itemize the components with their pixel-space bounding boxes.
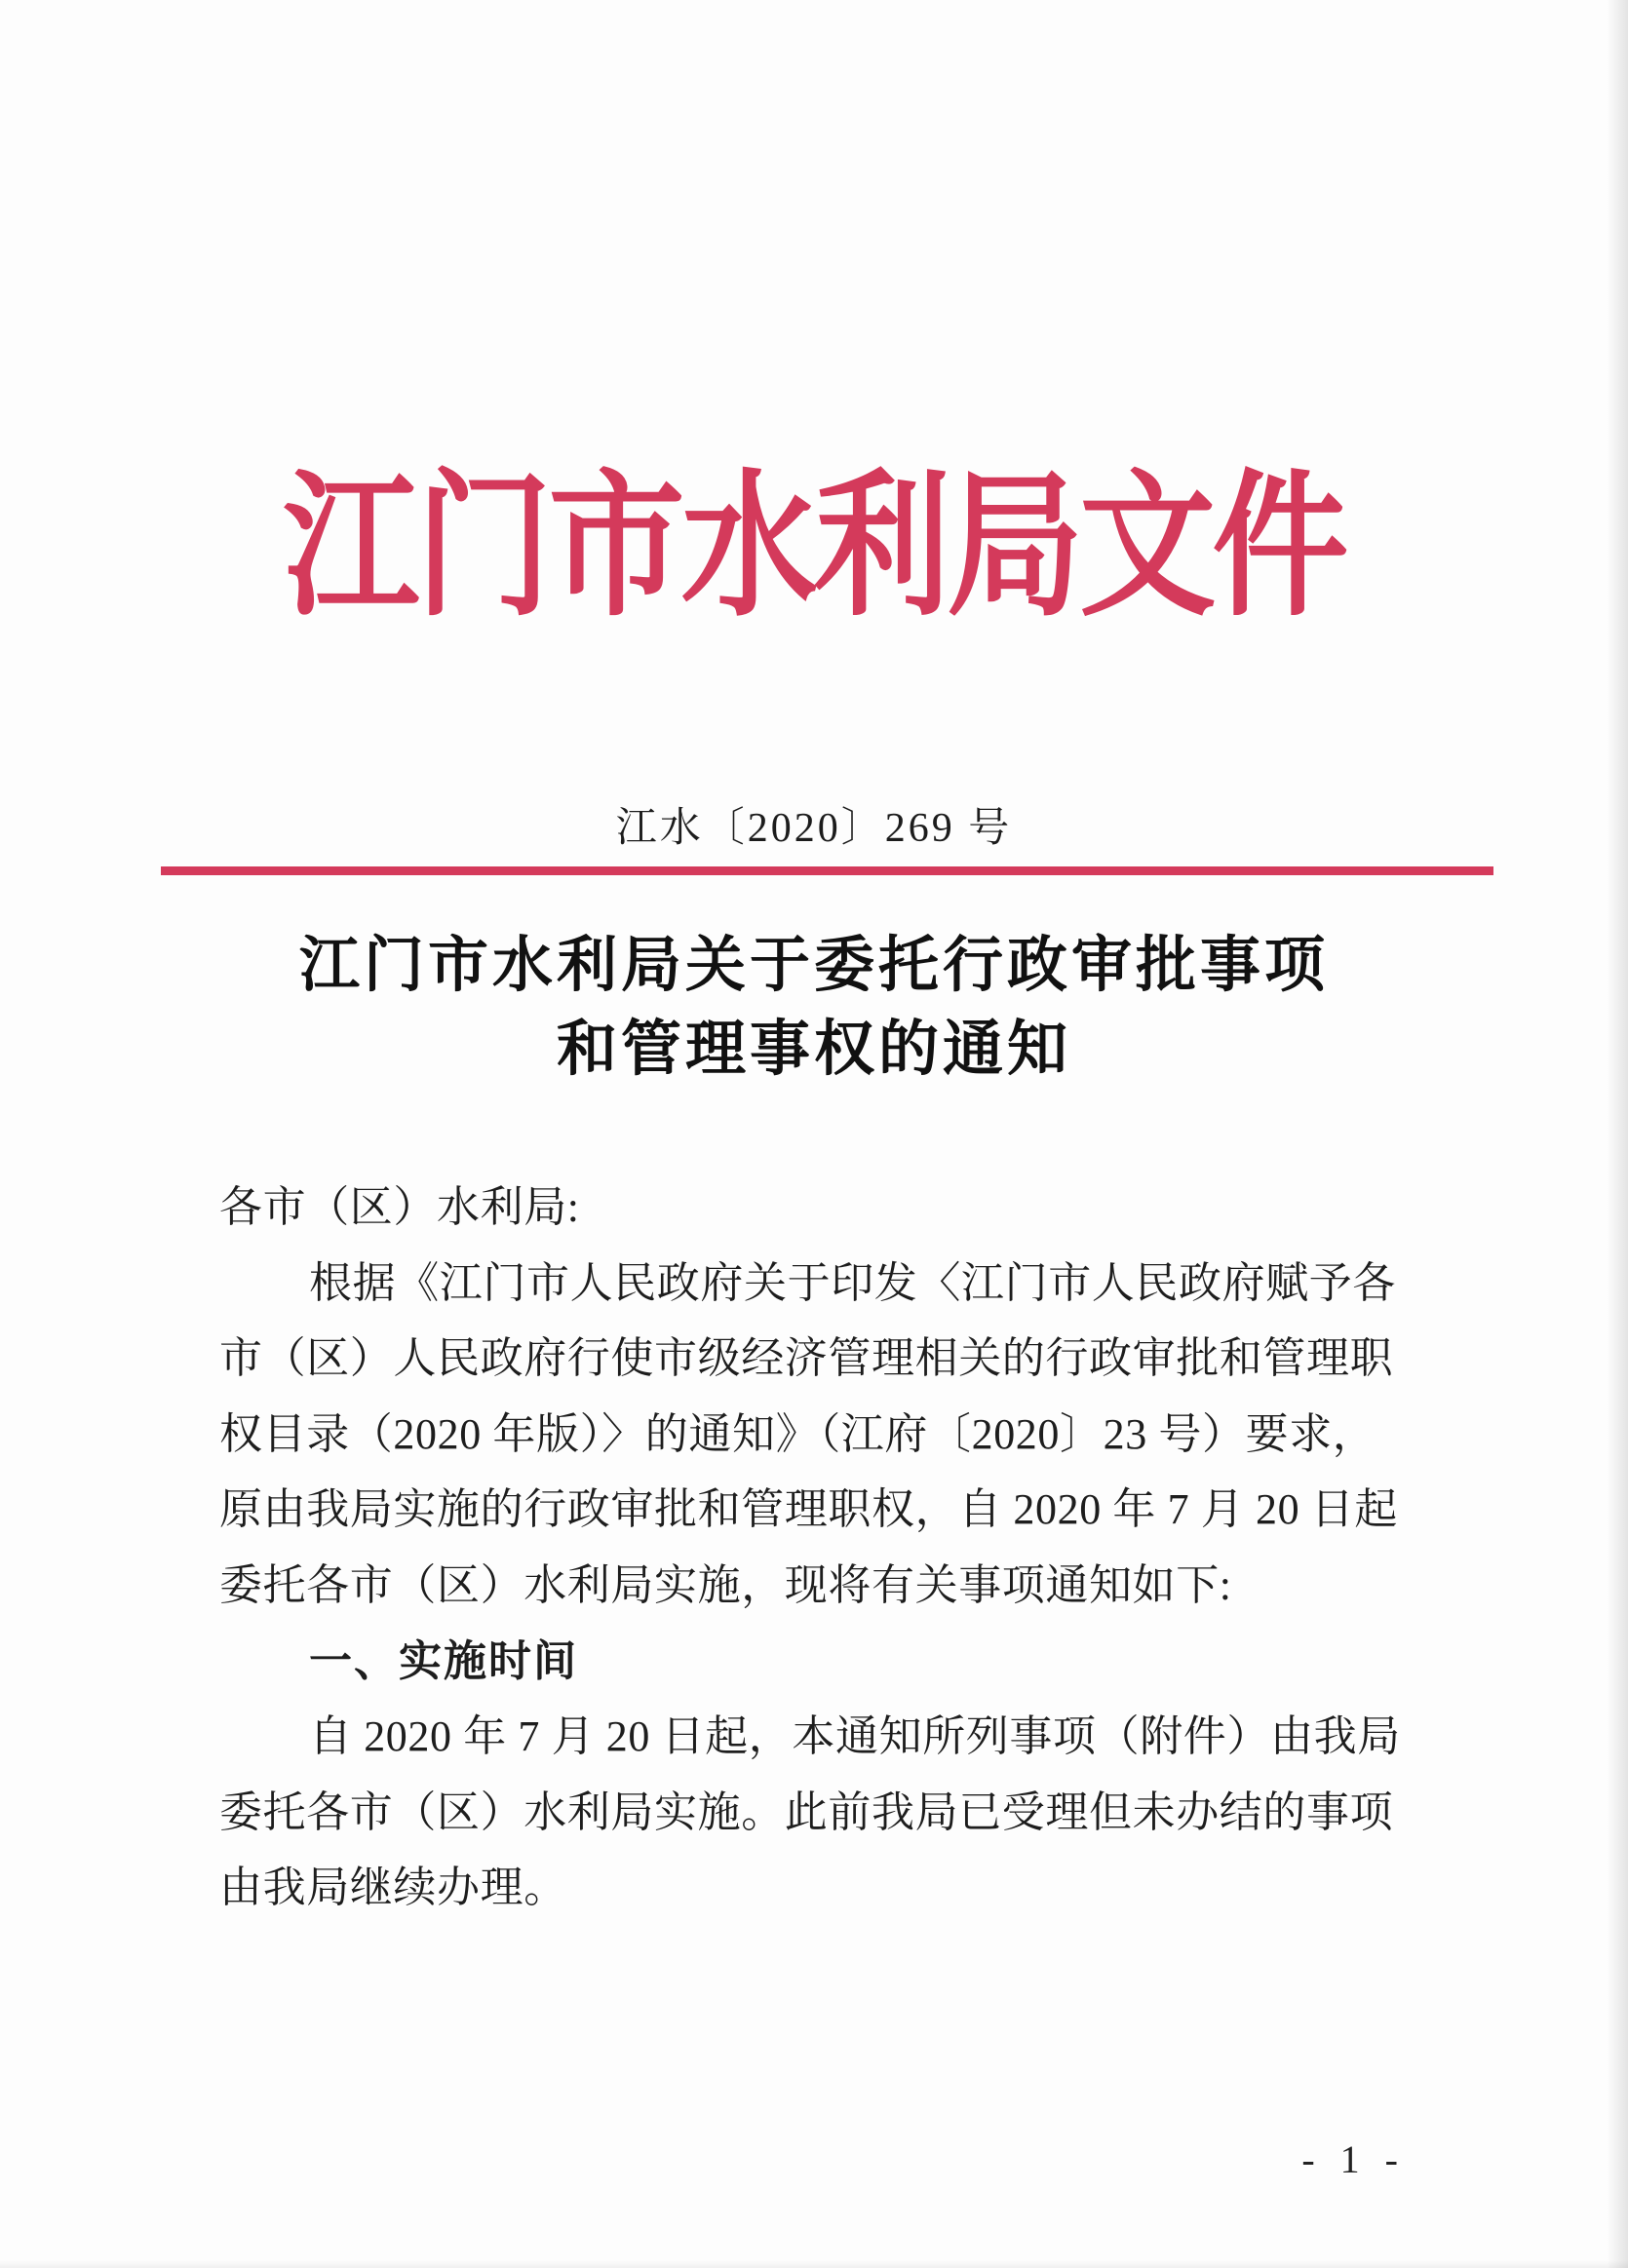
document-number: 江水〔2020〕269 号 [615,806,1013,851]
body-line: 根据《江门市人民政府关于印发〈江门市人民政府赋予各 [309,1258,1396,1307]
body-line: 市（区）人民政府行使市级经济管理相关的行政审批和管理职 [219,1334,1394,1383]
body-line: 权目录（2020 年版）〉的通知》（江府〔2020〕23 号）要求， [219,1409,1376,1458]
agency-header-title: 江门市水利局文件 [283,460,1345,635]
body-line: 委托各市（区）水利局实施。此前我局已受理但未办结的事项 [219,1787,1394,1836]
scan-edge-shadow [1607,0,1628,2268]
body-line: 委托各市（区）水利局实施，现将有关事项通知如下: [219,1560,1232,1609]
section-heading-implementation-time: 一、实施时间 [309,1636,578,1685]
salutation-line: 各市（区）水利局: [219,1183,580,1231]
document-body [219,1170,1404,1926]
body-line: 自 2020 年 7 月 20 日起，本通知所列事项（附件）由我局 [309,1712,1401,1761]
document-title [0,924,1628,1092]
page-number: - 1 - [1301,2137,1406,2181]
document-title-line-2: 和管理事权的通知 [556,1017,1071,1083]
body-line: 原由我局实施的行政审批和管理职权，自 2020 年 7 月 20 日起 [219,1485,1398,1534]
scan-edge-shadow-bottom [0,2260,1628,2268]
red-separator-line [161,866,1493,875]
body-line: 由我局继续办理。 [219,1864,567,1912]
document-title-line-1: 江门市水利局关于委托行政审批事项 [298,933,1329,999]
